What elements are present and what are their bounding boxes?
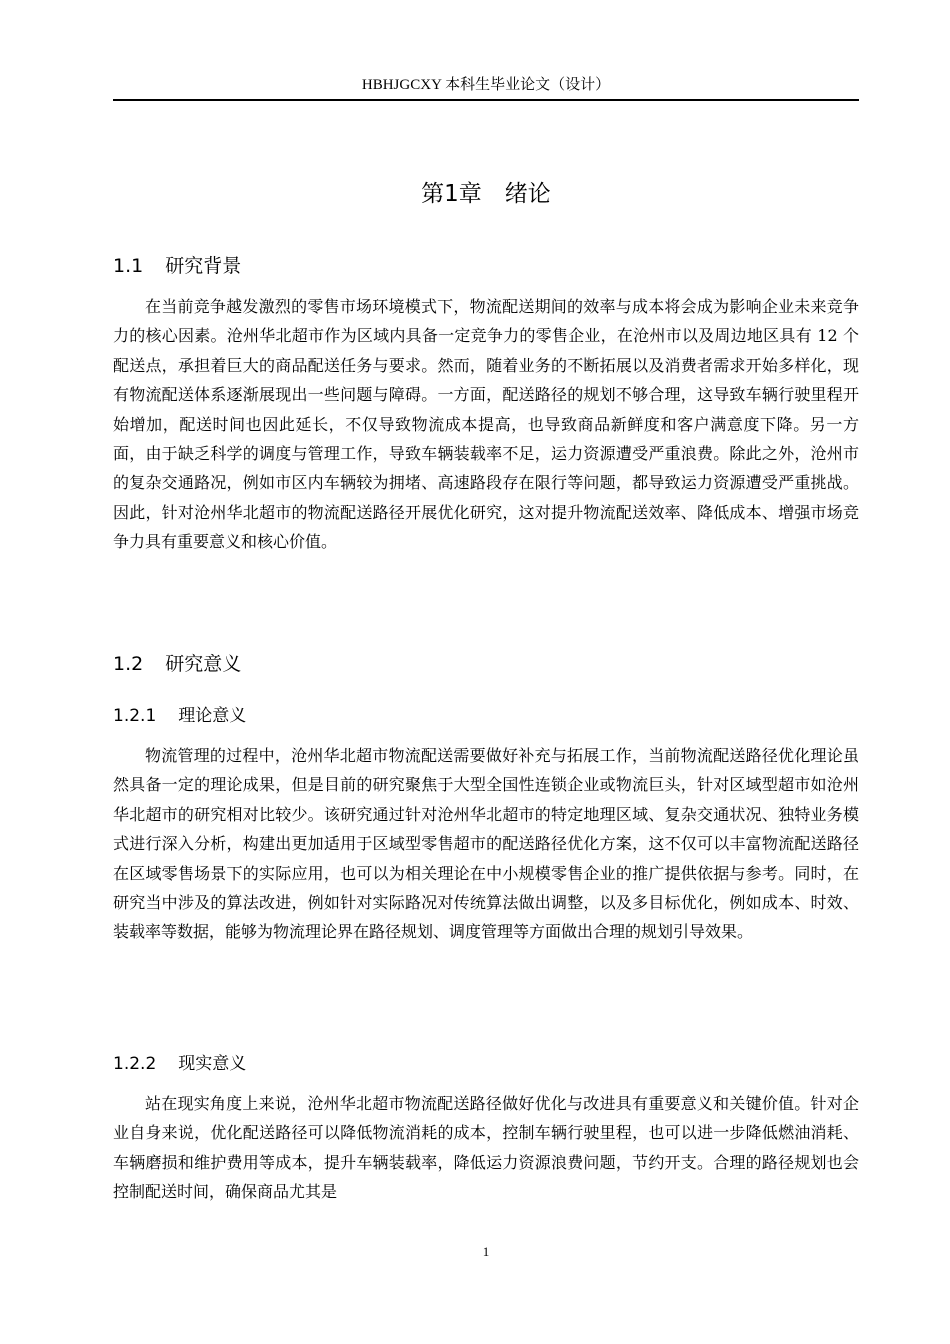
section-heading-1-1 xyxy=(113,253,241,279)
subsection-title: 现实意义 xyxy=(178,1054,247,1074)
subsection-number: 1.2.1 xyxy=(113,706,157,726)
paragraph-practical-significance: 站在现实角度上来说，沧州华北超市物流配送路径做好优化与改进具有重要意义和关键价值。针对企业自身来说，优化配送路径可以降低物流消耗的成本，控制车辆行驶里程，也可以进一步降低燃油消耗、车辆磨损和维护费用等成本，提升车辆装载率，降低运力资源浪费问题，节约开支。合理的路径规划也会控制配送时间，确保商品尤其是 xyxy=(113,1094,859,1202)
section-heading-1-2 xyxy=(113,651,241,677)
section-number: 1.2 xyxy=(113,653,144,675)
page-number: 1 xyxy=(482,1244,490,1259)
section-title: 研究意义 xyxy=(165,653,242,675)
subsection-heading-1-2-1 xyxy=(113,704,246,728)
subsection-title: 理论意义 xyxy=(178,706,247,726)
section-number: 1.1 xyxy=(113,255,144,277)
paragraph-theoretical-significance: 物流管理的过程中，沧州华北超市物流配送需要做好补充与拓展工作，当前物流配送路径优化理论虽然具备一定的理论成果，但是目前的研究聚焦于大型全国性连锁企业或物流巨头，针对区域型超市如沧州华北超市的研究相对比较少。该研究通过针对沧州华北超市的特定地理区域、复杂交通状况、独特业务模式进行深入分析，构建出更加适用于区域型零售超市的配送路径优化方案，这不仅可以丰富物流配送路径在区域零售场景下的实际应用，也可以为相关理论在中小规模零售企业的推广提供依据与参考。同时，在研究当中涉及的算法改进，例如针对实际路况对传统算法做出调整，以及多目标优化，例如成本、时效、装载率等数据，能够为物流理论界在路径规划、调度管理等方面做出合理的规划引导效果。 xyxy=(113,746,859,942)
subsection-number: 1.2.2 xyxy=(113,1054,157,1074)
subsection-heading-1-2-2 xyxy=(113,1052,246,1076)
chapter-title: 第1章 绪论 xyxy=(421,181,551,207)
section-title: 研究背景 xyxy=(165,255,242,277)
running-header: HBHJGCXY 本科生毕业论文（设计） xyxy=(361,77,611,93)
paragraph-research-background: 在当前竞争越发激烈的零售市场环境模式下，物流配送期间的效率与成本将会成为影响企业未来竞争力的核心因素。沧州华北超市作为区域内具备一定竞争力的零售企业，在沧州市以及周边地区具有 12 个配送点，承担着巨大的商品配送任务与要求。然而，随着业务的不断拓展以及消费者需求开始多样化，现有物流配送体系逐渐展现出一些问题与障碍。一方面，配送路径的规划不够合理，这导致车辆行驶里程开始增加，配送时间也因此延长，不仅导致物流成本提高，也导致商品新鲜度和客户满意度下降。另一方面，由于缺乏科学的调度与管理工作，导致车辆装载率不足，运力资源遭受严重浪费。除此之外，沧州市的复杂交通路况，例如市区内车辆较为拥堵、高速路段存在限行等问题，都导致运力资源遭受严重挑战。因此，针对沧州华北超市的物流配送路径开展优化研究，这对提升物流配送效率、降低成本、增强市场竞争力具有重要意义和核心价值。 xyxy=(113,297,859,552)
header-rule xyxy=(113,99,859,101)
